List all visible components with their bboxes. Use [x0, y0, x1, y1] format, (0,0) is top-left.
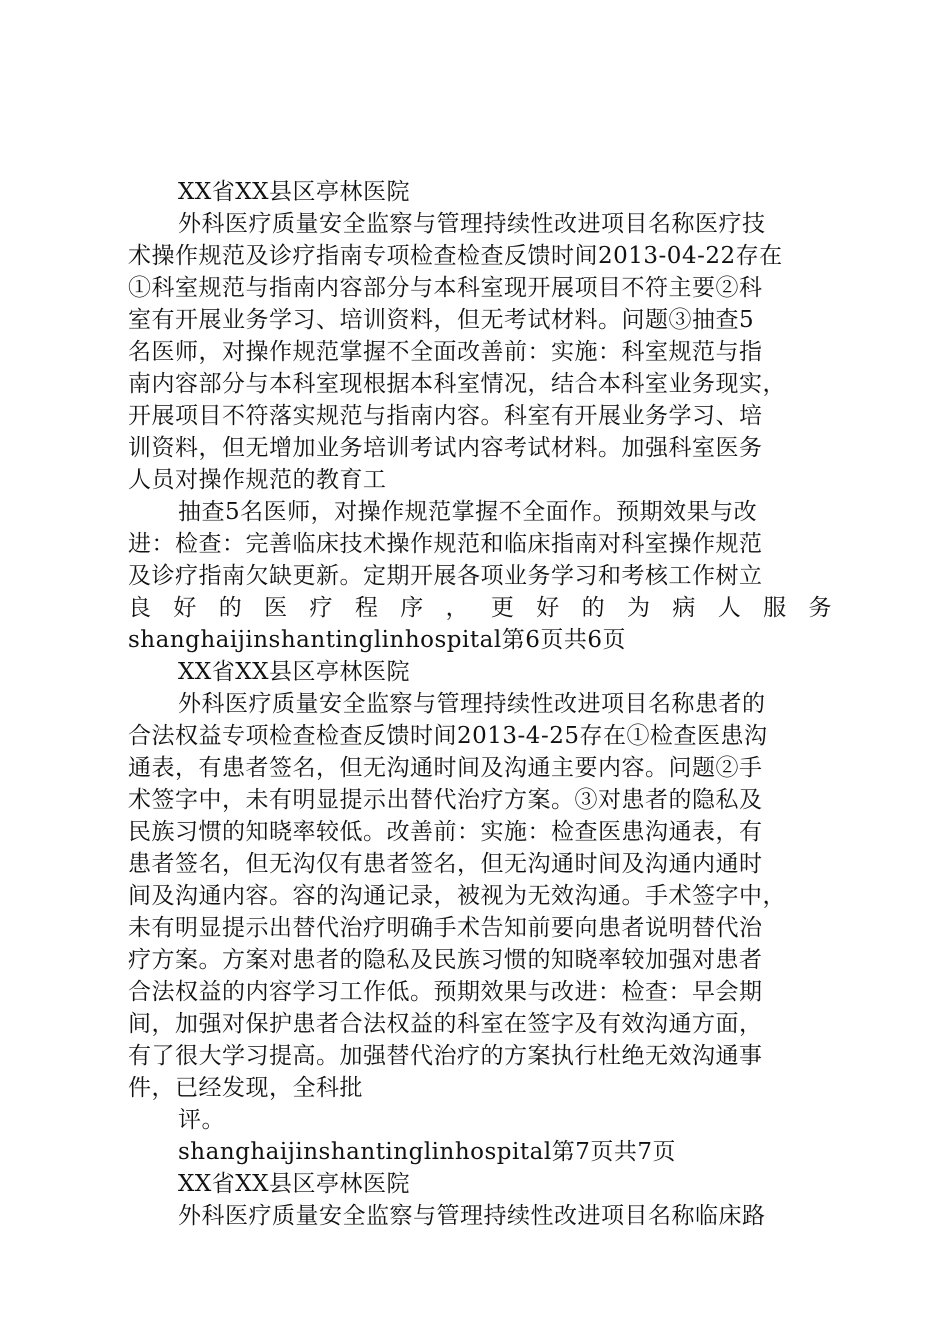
text-line: 进：检查：完善临床技术操作规范和临床指南对科室操作规范 — [128, 531, 763, 557]
text-line: 合法权益专项检查检查反馈时间2013-4-25存在①检查医患沟 — [128, 723, 768, 749]
text-line: shanghaijinshantinglinhospital第6页共6页 — [128, 627, 626, 653]
text-line: ①科室规范与指南内容部分与本科室现开展项目不符主要②科 — [128, 275, 763, 301]
text-line: 术签字中，未有明显提示出替代治疗方案。③对患者的隐私及 — [128, 787, 763, 813]
text-line: 室有开展业务学习、培训资料，但无考试材料。问题③抽查5 — [128, 307, 755, 333]
text-line: 良 好 的 医 疗 程 序 ， 更 好 的 为 病 人 服 务 — [128, 595, 832, 621]
text-line: 有了很大学习提高。加强替代治疗的方案执行杜绝无效沟通事 — [128, 1043, 763, 1069]
text-line: 开展项目不符落实规范与指南内容。科室有开展业务学习、培 — [128, 403, 763, 429]
text-line: 术操作规范及诊疗指南专项检查检查反馈时间2013-04-22存在 — [128, 243, 783, 269]
text-line: XX省XX县区亭林医院 — [178, 179, 410, 205]
document-page — [128, 176, 832, 1232]
text-line: 疗方案。方案对患者的隐私及民族习惯的知晓率较加强对患者 — [128, 947, 763, 973]
text-line: 抽查5名医师，对操作规范掌握不全面作。预期效果与改 — [178, 499, 758, 525]
text-line: 外科医疗质量安全监察与管理持续性改进项目名称临床路 — [178, 1203, 766, 1229]
text-line: 评。 — [178, 1107, 225, 1133]
text-line: XX省XX县区亭林医院 — [178, 1171, 410, 1197]
text-line: 件，已经发现，全科批 — [128, 1075, 363, 1101]
text-line: 及诊疗指南欠缺更新。定期开展各项业务学习和考核工作树立 — [128, 563, 763, 589]
text-line: 间及沟通内容。容的沟通记录，被视为无效沟通。手术签字中， — [128, 883, 786, 909]
text-line: 名医师，对操作规范掌握不全面改善前：实施：科室规范与指 — [128, 339, 763, 365]
text-line: 训资料，但无增加业务培训考试内容考试材料。加强科室医务 — [128, 435, 763, 461]
text-line: 民族习惯的知晓率较低。改善前：实施：检查医患沟通表，有 — [128, 819, 763, 845]
text-line: 间，加强对保护患者合法权益的科室在签字及有效沟通方面， — [128, 1011, 763, 1037]
text-line: XX省XX县区亭林医院 — [178, 659, 410, 685]
text-line: 人员对操作规范的教育工 — [128, 467, 387, 493]
text-line: 外科医疗质量安全监察与管理持续性改进项目名称医疗技 — [178, 211, 766, 237]
text-line: 南内容部分与本科室现根据本科室情况，结合本科室业务现实， — [128, 371, 786, 397]
text-line: 通表，有患者签名，但无沟通时间及沟通主要内容。问题②手 — [128, 755, 763, 781]
text-line: 患者签名，但无沟仅有患者签名，但无沟通时间及沟通内通时 — [128, 851, 763, 877]
text-line: 未有明显提示出替代治疗明确手术告知前要向患者说明替代治 — [128, 915, 763, 941]
text-line: 外科医疗质量安全监察与管理持续性改进项目名称患者的 — [178, 691, 766, 717]
text-line: shanghaijinshantinglinhospital第7页共7页 — [178, 1139, 676, 1165]
text-line: 合法权益的内容学习工作低。预期效果与改进：检查：早会期 — [128, 979, 763, 1005]
